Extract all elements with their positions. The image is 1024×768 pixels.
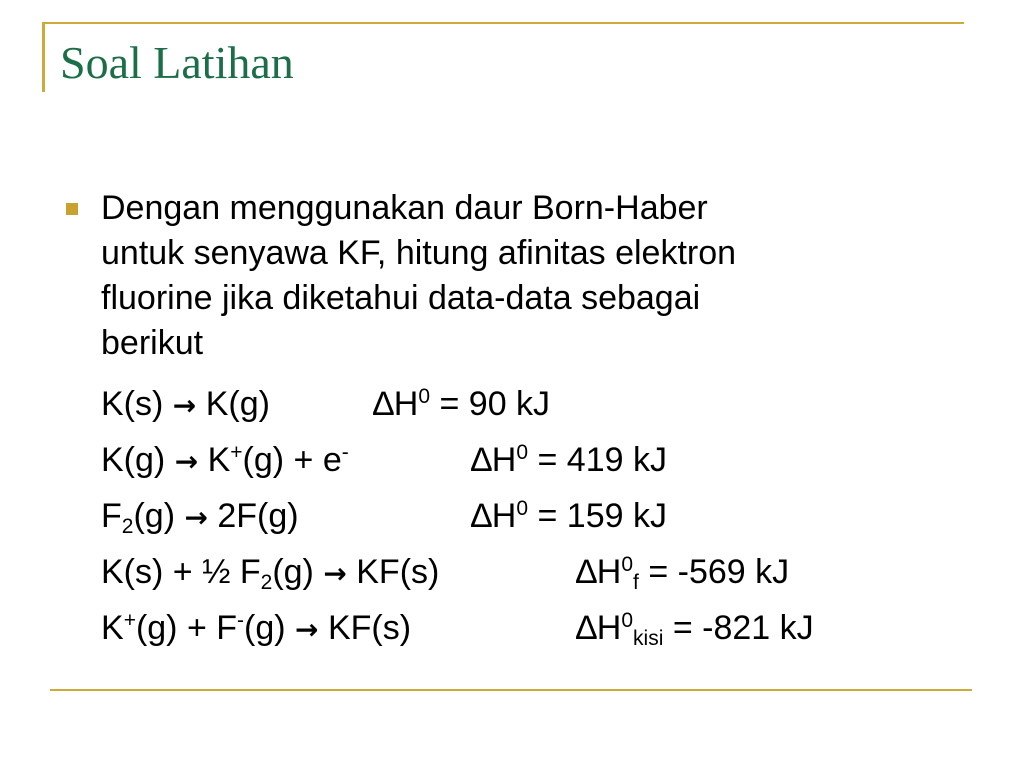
reaction-equation: K(g) → K+(g) + e- <box>101 441 349 479</box>
enthalpy-value: $\Delta H^0 = 159$ kJ <box>471 497 667 535</box>
right-arrow-icon: → <box>172 389 197 422</box>
question-text: Dengan menggunakan daur Born-Haber untuk senyawa KF, hitung afinitas elektron fluorine jika diketahui data-data sebagai berikut <box>101 189 737 362</box>
reaction-equation: $F_2(g) \to 2F(g)$ <box>101 497 299 538</box>
right-arrow-icon: → <box>174 445 199 478</box>
enthalpy-value: $\Delta H^0_{kisi} = -821$ kJ <box>576 609 814 650</box>
reaction-equation: K(s) → K(g) <box>101 385 270 423</box>
bullet-square <box>66 203 78 215</box>
right-arrow-icon: → <box>323 557 347 590</box>
right-arrow-icon: → <box>295 613 319 646</box>
reaction-equation: K(s) + ½ $F_2(g) \to KF(s)$ <box>101 553 440 594</box>
left-rule <box>42 22 45 92</box>
enthalpy-value: $\Delta H^0_f = -569$ kJ <box>576 553 790 594</box>
top-rule <box>42 22 964 24</box>
enthalpy-value: $\Delta H^0 = 90$ kJ <box>373 385 551 423</box>
right-arrow-icon: → <box>184 501 208 534</box>
slide-title: Soal Latihan <box>60 37 294 88</box>
enthalpy-value: $\Delta H^0 = 419$ kJ <box>471 441 667 479</box>
bottom-rule <box>50 689 972 691</box>
reaction-equation: K+(g) + F-(g) → KF(s) <box>101 609 412 647</box>
